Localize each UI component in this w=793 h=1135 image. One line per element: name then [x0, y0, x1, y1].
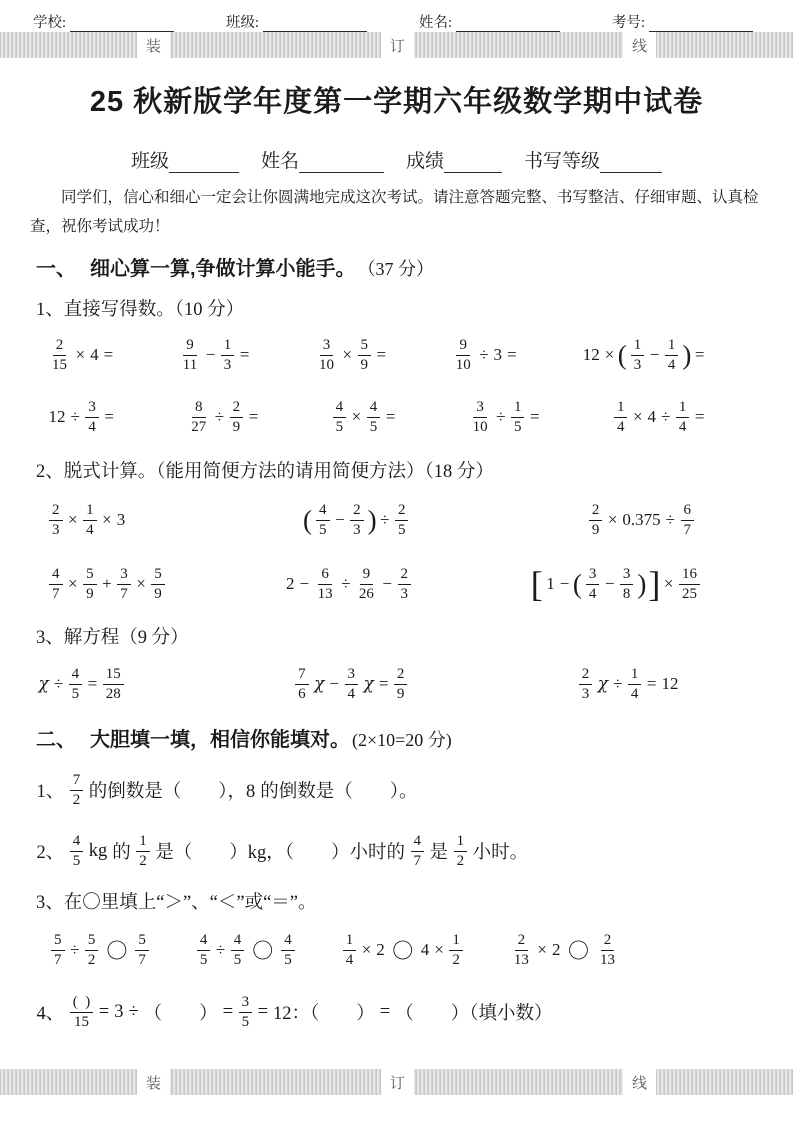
- field-label: 考号:: [611, 15, 645, 31]
- info-field-label: 书写等级: [524, 151, 601, 172]
- math-expression: χ ÷ $\frac{4}{5}$ = $\frac{15}{28}$: [36, 666, 127, 703]
- section-number: 一、: [36, 258, 76, 281]
- info-field-label: 成绩: [406, 151, 445, 172]
- stepwise-calc-row-2: [0, 559, 793, 609]
- direct-calc-row-2: [0, 395, 793, 439]
- field-underline: [263, 17, 367, 32]
- binding-label-text: 装: [145, 38, 161, 55]
- section-number: 二、: [36, 729, 76, 752]
- math-expression: ( $\frac{4}{5}$ − $\frac{2}{3}$ ) ÷ $\frac{2}{5}$: [302, 502, 411, 539]
- math-expression: $\frac{9}{10}$ ÷ 3 =: [455, 337, 517, 373]
- math-expression: $\frac{2}{15}$ × 4 =: [52, 337, 114, 373]
- header-fields: [0, 13, 793, 32]
- exam-intro: 同学们，信心和细心一定会让你圆满地完成这次考试。请注意答题完整、书写整洁、仔细审题、认真检查，祝你考试成功！: [30, 189, 759, 235]
- header-field-exam-no: [612, 13, 753, 32]
- math-expression: $\frac{3}{10}$ × $\frac{5}{9}$ =: [318, 337, 387, 373]
- math-expression: $\frac{2}{3}$ χ ÷ $\frac{1}{4}$ = 12: [576, 666, 681, 703]
- section-title: 细心算一算,争做计算小能手。: [90, 258, 356, 281]
- field-label: 学校:: [33, 15, 67, 31]
- info-field-score: [406, 146, 502, 173]
- header-field-class: [226, 13, 367, 32]
- math-expression: 4、 $\frac{( )}{15}$ = 3 ÷ （ ） = $\frac{3}{5}$ = 12：（ ） = （ ）（填小数）: [36, 994, 553, 1030]
- math-expression: 2 − $\frac{6}{13}$ ÷ $\frac{9}{26}$ − $\frac{2}{3}$: [283, 566, 414, 603]
- math-expression: $\frac{2}{3}$ × $\frac{1}{4}$ × 3: [46, 502, 128, 539]
- math-expression: $\frac{4}{5}$ × $\frac{4}{5}$ =: [330, 399, 398, 436]
- compare-row: [0, 926, 793, 974]
- info-field-underline: [169, 153, 239, 173]
- fill-item-4: [34, 989, 793, 1035]
- info-row: [0, 147, 793, 173]
- binding-label-zhuang: [137, 1069, 170, 1095]
- binding-strip-bottom: [0, 1069, 793, 1095]
- math-expression: [ 1 − ( $\frac{3}{4}$ − $\frac{3}{8}$ ) ] × $\frac{16}{25}$: [530, 566, 703, 603]
- math-expression: $\frac{2}{9}$ × 0.375 ÷ $\frac{6}{7}$: [586, 502, 697, 539]
- math-expression: $\frac{4}{7}$ × $\frac{5}{9}$ + $\frac{3}{7}$ × $\frac{5}{9}$: [46, 566, 168, 603]
- math-expression: 12 × ( $\frac{1}{3}$ − $\frac{1}{4}$ ) =: [582, 337, 705, 373]
- field-underline: [70, 17, 174, 32]
- page-title: 25 秋新版学年度第一学期六年级数学期中试卷: [89, 86, 704, 118]
- binding-strip-top: [0, 32, 793, 58]
- question1-label: 1、直接写得数。（10 分）: [36, 300, 245, 321]
- section-score: (2×10=20 分): [352, 730, 452, 751]
- equation-row: [0, 659, 793, 709]
- math-expression: $\frac{9}{11}$ − $\frac{1}{3}$ =: [182, 337, 250, 373]
- binding-label-xian: [623, 32, 656, 58]
- fill-item-2: [34, 828, 793, 874]
- field-label: 班级:: [225, 15, 260, 31]
- info-field-label: 班级: [130, 151, 169, 172]
- section2-heading: [36, 723, 793, 752]
- info-field-class: [131, 146, 239, 173]
- math-expression: $\frac{8}{27}$ ÷ $\frac{2}{9}$ =: [191, 399, 259, 435]
- info-field-underline: [600, 153, 662, 173]
- field-label: 姓名:: [418, 15, 452, 31]
- binding-label-text: 装: [145, 1075, 161, 1092]
- math-expression: $\frac{4}{5}$ ÷ $\frac{4}{5}$ 〇 $\frac{4}{5}$: [194, 932, 298, 969]
- info-field-underline: [299, 153, 384, 173]
- field-underline: [649, 17, 753, 32]
- question3-label: 3、解方程（9 分）: [36, 628, 189, 649]
- binding-label-ding: [381, 1069, 414, 1095]
- math-expression: 2、 $\frac{4}{5}$ kg 的 $\frac{1}{2}$ 是（ ）kg，（ ）小时的 $\frac{4}{7}$ 是 $\frac{1}{2}$ 小时。: [36, 833, 529, 869]
- binding-label-xian: [623, 1069, 656, 1095]
- math-expression: $\frac{1}{4}$ × 4 ÷ $\frac{1}{4}$ =: [611, 399, 707, 436]
- math-expression: $\frac{2}{13}$ × 2 〇 $\frac{2}{13}$: [513, 932, 615, 968]
- field-underline: [456, 17, 560, 32]
- direct-calc-row-1: [0, 333, 793, 377]
- binding-label-text: 订: [389, 1075, 405, 1092]
- header-field-name: [419, 13, 560, 32]
- info-field-label: 姓名: [260, 151, 299, 172]
- math-expression: $\frac{1}{4}$ × 2 〇 4 × $\frac{1}{2}$: [340, 932, 466, 969]
- info-field-handwriting-grade: [524, 146, 662, 173]
- binding-label-text: 订: [389, 38, 405, 55]
- binding-label-zhuang: [137, 32, 170, 58]
- math-expression: $\frac{7}{6}$ χ − $\frac{3}{4}$ χ = $\frac{2}{9}$: [292, 666, 410, 703]
- fill-item-3-label: 3、在〇里填上“＞”、“＜”或“＝”。: [36, 893, 317, 914]
- math-expression: $\frac{3}{10}$ ÷ $\frac{1}{5}$ =: [472, 399, 540, 435]
- math-expression: $\frac{5}{7}$ ÷ $\frac{5}{2}$ 〇 $\frac{5}{7}$: [48, 932, 152, 969]
- binding-label-ding: [381, 32, 414, 58]
- math-expression: 12 ÷ $\frac{3}{4}$ =: [48, 399, 114, 435]
- binding-label-text: 线: [631, 38, 647, 55]
- stepwise-calc-row-1: [0, 495, 793, 545]
- info-field-underline: [444, 153, 502, 173]
- math-expression: 1、 $\frac{7}{2}$ 的倒数是（ ），8 的倒数是（ ）。: [36, 772, 418, 808]
- info-field-name: [261, 146, 384, 173]
- question2-label: 2、脱式计算。（能用简便方法的请用简便方法）（18 分）: [36, 462, 494, 483]
- binding-label-text: 线: [631, 1075, 647, 1092]
- section1-heading: [36, 252, 793, 281]
- section-title: 大胆填一填，相信你能填对。: [90, 729, 350, 752]
- fill-item-1: [34, 767, 793, 813]
- header-field-school: [33, 13, 174, 32]
- section-score: （37 分）: [357, 259, 435, 280]
